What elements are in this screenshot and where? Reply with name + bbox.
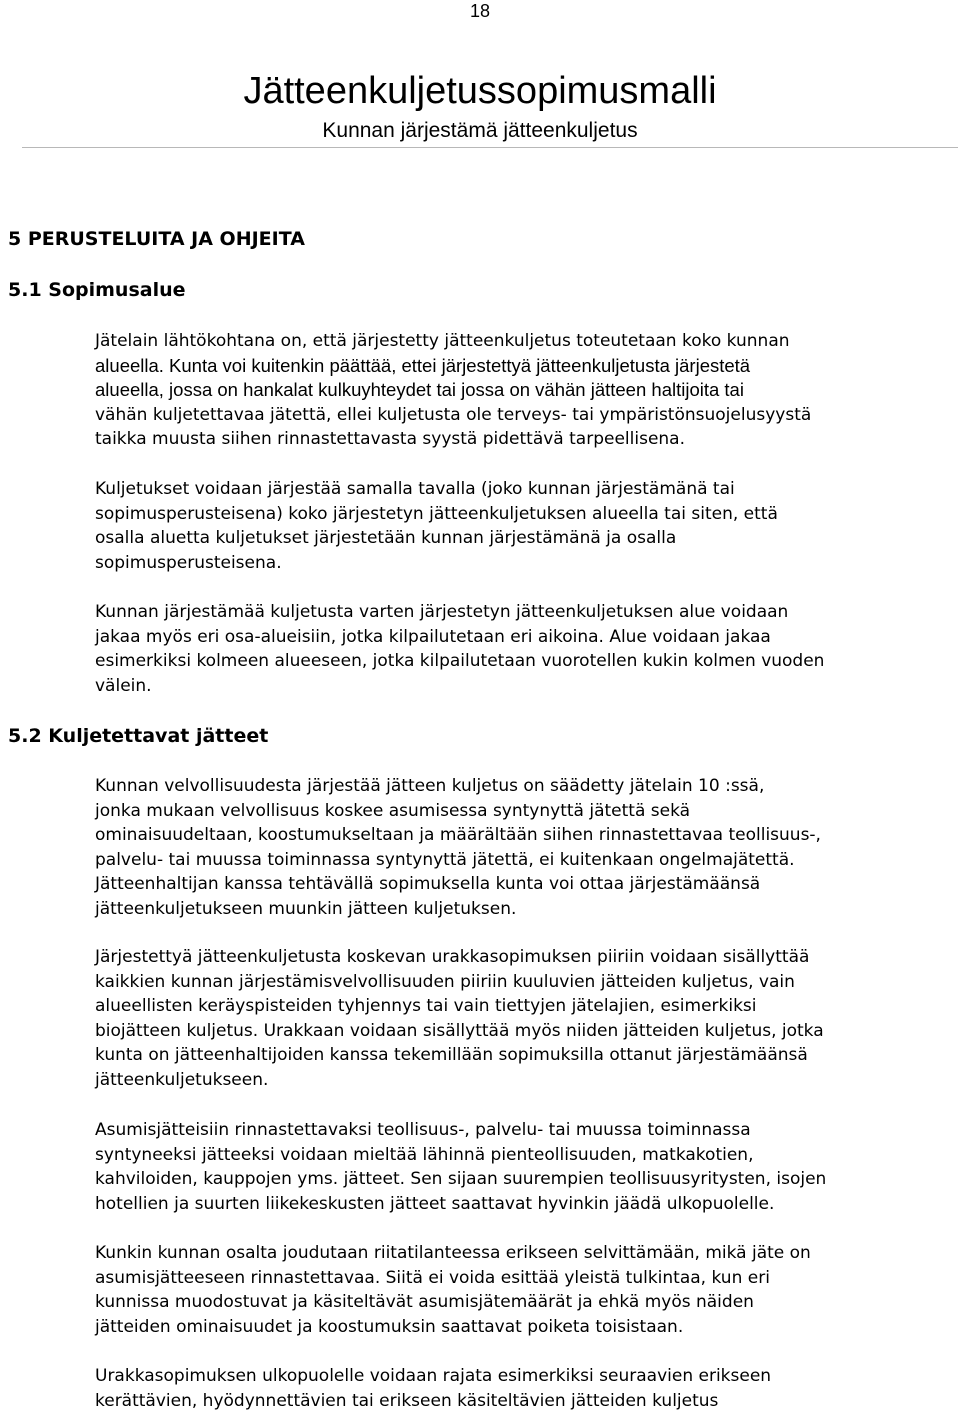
paragraph-line: Kunnan velvollisuudesta järjestää jätteen kuljetus on säädetty jätelain 10 :ssä, [95, 776, 765, 796]
paragraph-line: jakaa myös eri osa-alueisiin, jotka kilpailutetaan eri aikoina. Alue voidaan jakaa [95, 626, 771, 647]
header-divider [22, 147, 958, 148]
paragraph-line: Urakkasopimuksen ulkopuolelle voidaan rajata esimerkiksi seuraavien erikseen [95, 1366, 772, 1386]
paragraph-line: biojätteen kuljetus. Urakkaan voidaan sisällyttää myös niiden jätteiden kuljetus, jotka [95, 1020, 824, 1041]
paragraph-3 [95, 600, 955, 698]
paragraph-line: jätteenkuljetukseen. [95, 1069, 269, 1090]
heading-section-5: 5 PERUSTELUITA JA OHJEITA [8, 228, 305, 250]
paragraph-line: sopimusperusteisena) koko järjestetyn jätteenkuljetuksen alueella tai siten, että [95, 503, 778, 524]
paragraph-line: Jätelain lähtökohtana on, että järjestetty jätteenkuljetus toteutetaan koko kunnan [95, 331, 790, 351]
paragraph-line: sopimusperusteisena. [95, 552, 282, 573]
paragraph-line: kerättävien, hyödynnettävien tai erikseen käsiteltävien jätteiden kuljetus [95, 1390, 719, 1411]
paragraph-line: vähän kuljetettavaa jätettä, ellei kuljetusta ole terveys- tai ympäristönsuojelusyystä [95, 404, 812, 425]
paragraph-line: jätteenkuljetukseen muunkin jätteen kuljetuksen. [95, 898, 517, 919]
paragraph-line: Jätteenhaltijan kanssa tehtävällä sopimuksella kunta voi ottaa järjestämäänsä [95, 874, 761, 894]
paragraph-line: alueella, jossa on hankalat kulkuyhteydet tai jossa on vähän jätteen haltijoita tai [95, 379, 744, 400]
paragraph-line: Asumisjätteisiin rinnastettavaksi teollisuus-, palvelu- tai muussa toiminnassa [95, 1120, 751, 1140]
paragraph-7 [95, 1241, 955, 1339]
document-title: Jätteenkuljetussopimusmalli [243, 70, 717, 112]
paragraph-line: esimerkiksi kolmeen alueeseen, jotka kilpailutetaan vuorotellen kukin kolmen vuoden [95, 651, 825, 671]
page-number: 18 [469, 1, 491, 21]
paragraph-line: kunta on jätteenhaltijoiden kanssa tekemillään sopimuksilla ottanut järjestämäänsä [95, 1045, 808, 1065]
paragraph-6 [95, 1118, 955, 1216]
paragraph-line: jätteiden ominaisuudet ja koostumuksin saattavat poiketa toisistaan. [95, 1316, 684, 1337]
paragraph-line: Kunnan järjestämää kuljetusta varten järjestetyn jätteenkuljetuksen alue voidaan [95, 602, 789, 622]
paragraph-line: ominaisuudeltaan, koostumukseltaan ja määrältään siihen rinnastettavaa teollisuus-, [95, 825, 821, 845]
paragraph-line: syntyneeksi jätteeksi voidaan mieltää lähinnä pienteollisuuden, matkakotien, [95, 1144, 754, 1165]
paragraph-line: Järjestettyä jätteenkuljetusta koskevan urakkasopimuksen piiriin voidaan sisällyttää [95, 947, 810, 967]
paragraph-5 [95, 945, 955, 1092]
paragraph-8 [95, 1364, 955, 1413]
paragraph-line: jonka mukaan velvollisuus koskee asumisessa syntynyttä jätettä sekä [95, 800, 691, 821]
paragraph-line: asumisjätteeseen rinnastettavaa. Siitä ei voida esittää yleistä tulkintaa, kun eri [95, 1267, 770, 1288]
paragraph-2 [95, 477, 955, 575]
paragraph-line: Kuljetukset voidaan järjestää samalla tavalla (joko kunnan järjestämänä tai [95, 479, 735, 499]
paragraph-line: palvelu- tai muussa toiminnassa syntynyttä jätettä, ei kuitenkaan ongelmajätettä. [95, 849, 795, 870]
paragraph-line: alueella. Kunta voi kuitenkin päättää, ettei järjestettyä jätteenkuljetusta järjestetä [95, 354, 751, 376]
paragraph-line: hotellien ja suurten liikekeskusten jätteet saattavat hyvinkin jäädä ulkopuolelle. [95, 1193, 775, 1214]
paragraph-4 [95, 774, 955, 921]
paragraph-line: kunnissa muodostuvat ja käsiteltävät asumisjätemäärät ja ehkä myös näiden [95, 1292, 754, 1312]
paragraph-line: alueellisten keräyspisteiden tyhjennys tai vain tiettyjen jätelajien, esimerkiksi [95, 996, 757, 1016]
paragraph-line: Kunkin kunnan osalta joudutaan riitatilanteessa erikseen selvittämään, mikä jäte on [95, 1243, 811, 1263]
paragraph-line: kaikkien kunnan järjestämisvelvollisuuden piiriin kuuluvien jätteiden kuljetus, vain [95, 971, 795, 992]
document-subtitle: Kunnan järjestämä jätteenkuljetus [322, 119, 638, 142]
heading-section-5-1: 5.1 Sopimusalue [8, 279, 186, 301]
paragraph-line: kahviloiden, kauppojen yms. jätteet. Sen sijaan suurempien teollisuusyritysten, isojen [95, 1169, 827, 1189]
paragraph-line: osalla aluetta kuljetukset järjestetään kunnan järjestämänä ja osalla [95, 528, 677, 548]
heading-section-5-2: 5.2 Kuljetettavat jätteet [8, 725, 269, 747]
paragraph-line: taikka muusta siihen rinnastettavasta syystä pidettävä tarpeellisena. [95, 429, 685, 449]
paragraph-line: välein. [95, 675, 152, 696]
paragraph-1 [95, 329, 955, 452]
